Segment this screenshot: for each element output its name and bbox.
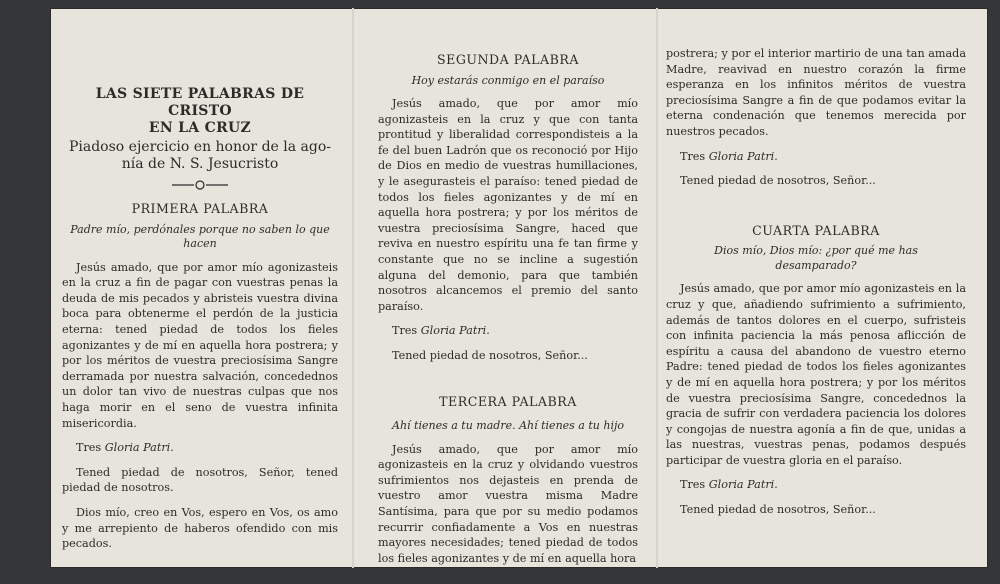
gloria-patri-text: Gloria Patri.	[708, 149, 778, 163]
prayer-cuarta: Jesús amado, que por amor mío agonizasteis en la cruz y que, añadiendo sufrimiento a sufrimiento, además de tantos dolores en el cuerpo, sufristeis con infinita paciencia la más penosa aflicción de espíritu a causa del abandono de vuestro eterno Padre: tened piedad de todos los fieles agonizantes y de mí en aquella hora postrera; y por los méritos de vuestra preciosísima Sangre, concedednos la gracia de sufrir con verdadera paciencia los dolores y congojas de nuestra agonía a fin de que, unidas a las nuestras, vuestras penas, podamos después participar de vuestra gloria en el paraíso.	[666, 282, 966, 467]
gloria-patri-line	[666, 477, 966, 493]
subtitle-line-2: nía de N. S. Jesucristo	[121, 156, 279, 172]
mercy-line: Tened piedad de nosotros, Señor...	[392, 349, 588, 362]
title-line-1: LAS SIETE PALABRAS DE CRISTO	[95, 86, 305, 119]
subtitle-line-1: Piadoso ejercicio en honor de la ago-	[68, 139, 332, 155]
invocation-tercera: Ahí tienes a tu madre. Ahí tienes a tu hijo	[392, 419, 624, 433]
gloria-patri-text: Gloria Patri.	[420, 324, 490, 338]
section-heading-tercera: TERCERA PALABRA	[439, 393, 577, 409]
fold-line-left	[352, 8, 354, 568]
gloria-patri-text: Gloria Patri.	[708, 478, 778, 492]
prayer-tercera-continuation: postrera; y por el interior martirio de una tan amada Madre, reavivad en nuestro corazón la firme esperanza en los infinitos méritos de vuestra preciosísima Sangre a fin de que podamos evitar la eterna condenación que tenemos merecida por nuestros pecados.	[666, 47, 966, 138]
acts-of-faith: Dios mío, creo en Vos, espero en Vos, os amo y me arrepiento de haberos ofendido con mis pecados.	[62, 505, 338, 551]
section-heading-cuarta: CUARTA PALABRA	[752, 222, 880, 238]
panel-right	[666, 8, 966, 568]
gloria-patri-text: Gloria Patri.	[104, 441, 174, 455]
gloria-patri-line	[378, 323, 638, 339]
panel-left	[62, 8, 338, 568]
gloria-patri-line	[62, 440, 338, 456]
mercy-line: Tened piedad de nosotros, Señor, tened piedad de nosotros.	[62, 465, 338, 495]
document-subtitle	[62, 139, 338, 173]
prayer-segunda: Jesús amado, que por amor mío agonizasteis en la cruz y que con tanta prontitud y liberalidad correspondisteis a la fe del buen Ladrón que os reconoció por Hijo de Dios en medio de vuestras humillaciones, y le asegurasteis el paraíso: tened piedad de todos los fieles agonizantes y de mí en aquella hora postrera; y por los méritos de vuestra preciosísima Sangre, haced que reviva en nuestro espíritu una fe tan firme y constante que no se incline a sugestión alguna del demonio, para que también nosotros alcancemos el premio del santo paraíso.	[378, 97, 638, 313]
prayer-tercera: Jesús amado, que por amor mío agonizasteis en la cruz y olvidando vuestros sufrimientos nos dejasteis en prenda de vuestro amor vuestra misma Madre Santísima, para que por su medio podamos recurrir confiadamente a Vos en nuestras mayores necesidades; tened piedad de todos los fieles agonizantes y de mí en aquella hora	[378, 442, 638, 565]
tres-prefix: Tres	[680, 478, 709, 492]
section-heading-segunda: SEGUNDA PALABRA	[437, 52, 579, 67]
prayer-primera: Jesús amado, que por amor mío agonizasteis en la cruz a fin de pagar con vuestras penas la deuda de mis pecados y abristeis vuestra divina boca para obtenerme el perdón de la justicia eterna: tened piedad de todos los fieles agonizantes y de mí en aquella hora postrera; y por los méritos de vuestra preciosísima Sangre derramada por nuestra salvación, concedednos un dolor tan vivo de nuestras culpas que nos haga morir en el seno de vuestra infinita misericordia.	[62, 260, 338, 430]
mercy-line: Tened piedad de nosotros, Señor...	[680, 503, 876, 517]
gloria-patri-line	[666, 149, 966, 165]
title-line-2: EN LA CRUZ	[148, 120, 252, 136]
invocation-segunda: Hoy estarás conmigo en el paraíso	[411, 73, 605, 87]
mercy-line: Tened piedad de nosotros, Señor...	[680, 174, 876, 188]
tres-prefix: Tres	[392, 324, 421, 338]
invocation-primera: Padre mío, perdónales porque no saben lo que hacen	[70, 222, 330, 251]
tres-prefix: Tres	[76, 441, 105, 455]
panel-middle	[378, 8, 638, 568]
ornament-divider-icon	[170, 179, 230, 191]
section-heading-primera: PRIMERA PALABRA	[131, 201, 269, 216]
document-title	[62, 86, 338, 137]
fold-line-right	[656, 8, 658, 568]
tres-prefix: Tres	[680, 149, 709, 163]
prayer-leaflet	[50, 8, 988, 568]
invocation-cuarta: Dios mío, Dios mío: ¿por qué me has desamparado?	[714, 244, 918, 272]
